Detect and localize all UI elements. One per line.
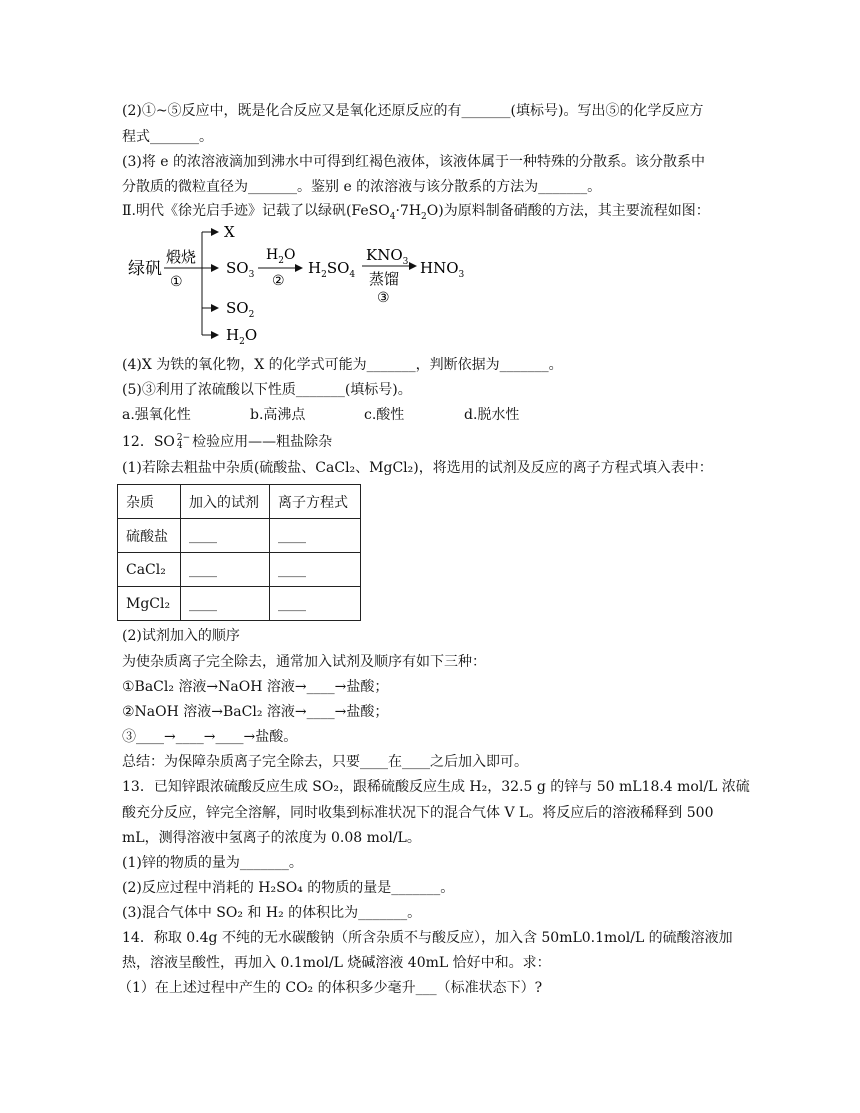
q13-stem-line2: 酸充分反应，锌完全溶解，同时收集到标准状况下的混合气体 V L。将反应后的溶液稀释到 500 xyxy=(122,805,714,821)
q12-order-2: ②NaOH 溶液→BaCl₂ 溶液→____→盐酸； xyxy=(122,704,389,720)
q12-part2: (2)试剂加入的顺序 xyxy=(122,628,240,644)
table-header: 加入的试剂 xyxy=(181,485,270,519)
q11-part3-line2: 分散质的微粒直径为_______。鉴别 e 的浓溶液与该分散系的方法为_______。 xyxy=(122,179,602,195)
table-row xyxy=(118,587,361,621)
flow-h2o: $H_2O$ xyxy=(226,326,258,347)
q12-summary: 总结：为保障杂质离子完全除去，只要____在____之后加入即可。 xyxy=(122,754,528,770)
table-cell: ____ xyxy=(270,587,361,621)
table-cell: ____ xyxy=(181,519,270,553)
table-cell: 硫酸盐 xyxy=(118,519,181,553)
table-cell: ____ xyxy=(270,553,361,587)
table-row xyxy=(118,553,361,587)
flow-step3-reagent: $KNO_3$ xyxy=(366,246,409,267)
q14-stem-line1: 14．称取 0.4g 不纯的无水碳酸钠（所含杂质不与酸反应），加入含 50mL0.1mol/L 的硫酸溶液加 xyxy=(122,930,733,946)
table-cell: ____ xyxy=(270,519,361,553)
q12-part2-intro: 为使杂质离子完全除去，通常加入试剂及顺序有如下三种： xyxy=(122,654,486,670)
table-header: 杂质 xyxy=(118,485,181,519)
q11-part4: (4)X 为铁的氧化物，X 的化学式可能为_______，判断依据为_______。 xyxy=(122,357,563,373)
flow-diagram xyxy=(118,222,478,352)
flow-hno3: $HNO_3$ xyxy=(420,259,465,280)
flow-so3: $SO_3$ xyxy=(226,259,255,280)
option-b: b.高沸点 xyxy=(250,407,306,423)
q12-order-1: ①BaCl₂ 溶液→NaOH 溶液→____→盐酸； xyxy=(122,679,389,695)
q13-part3: (3)混合气体中 SO₂ 和 H₂ 的体积比为_______。 xyxy=(122,905,422,921)
q11-part2-line1: (2)①~⑤反应中，既是化合反应又是氧化还原反应的有_______(填标号)。写出⑤的化学反应方 xyxy=(122,103,704,119)
flow-product-x: X xyxy=(224,223,235,241)
q14-stem-line2: 热，溶液呈酸性，再加入 0.1mol/L 烧碱溶液 40mL 恰好中和。求： xyxy=(122,955,551,971)
q13-stem-line3: mL，测得溶液中氢离子的浓度为 0.08 mol/L。 xyxy=(122,830,421,846)
q12-title: 12．SO 2− 4 检验应用——粗盐除杂 xyxy=(122,433,333,451)
flow-step3-number: ③ xyxy=(377,290,390,306)
table-cell: CaCl₂ xyxy=(118,553,181,587)
table-cell: MgCl₂ xyxy=(118,587,181,621)
table-row xyxy=(118,519,361,553)
flow-step3-condition: 蒸馏 xyxy=(369,270,400,288)
table-cell: ____ xyxy=(181,553,270,587)
flow-step1-label: 煅烧 xyxy=(166,248,197,266)
q12-part1: (1)若除去粗盐中杂质(硫酸盐、CaCl₂、MgCl₂)，将选用的试剂及反应的离子方程式填入表中： xyxy=(122,460,713,476)
table-cell: ____ xyxy=(181,587,270,621)
q13-part2: (2)反应过程中消耗的 H₂SO₄ 的物质的量是_______。 xyxy=(122,880,455,896)
impurity-table xyxy=(117,484,361,621)
flow-step2-reagent: $H_2O$ xyxy=(266,247,296,266)
q11-part3-line1: (3)将 e 的浓溶液滴加到沸水中可得到红褐色液体，该液体属于一种特殊的分散系。该分散系中 xyxy=(122,154,706,170)
q12-order-3: ③____→____→____→盐酸。 xyxy=(122,729,298,745)
table-header-row xyxy=(118,485,361,519)
option-a: a.强氧化性 xyxy=(122,407,191,423)
option-c: c.酸性 xyxy=(364,407,405,423)
q11-section2-intro: Ⅱ.明代《徐光启手迹》记载了以绿矾$(FeSO_4\cdot 7H_2O)$为原料制备硝酸的方法，其主要流程如图： xyxy=(122,203,710,222)
q11-options xyxy=(122,405,519,425)
flow-step1-number: ① xyxy=(170,274,183,290)
flow-step2-number: ② xyxy=(272,273,285,289)
option-d: d.脱水性 xyxy=(464,407,520,423)
q11-part5: (5)③利用了浓硫酸以下性质_______(填标号)。 xyxy=(122,382,412,398)
table-header: 离子方程式 xyxy=(270,485,361,519)
flow-h2so4: $H_2SO_4$ xyxy=(308,259,356,280)
q11-part2-line2: 程式_______。 xyxy=(122,129,213,145)
flow-start: 绿矾 xyxy=(128,259,162,279)
flow-so2: $SO_2$ xyxy=(226,299,255,320)
q13-part1: (1)锌的物质的量为_______。 xyxy=(122,855,303,871)
q13-stem-line1: 13．已知锌跟浓硫酸反应生成 SO₂，跟稀硫酸反应生成 H₂，32.5 g 的锌与 50 mL18.4 mol/L 浓硫 xyxy=(122,779,750,795)
q14-part1: （1）在上述过程中产生的 CO₂ 的体积多少毫升___（标准状态下）? xyxy=(118,980,543,996)
